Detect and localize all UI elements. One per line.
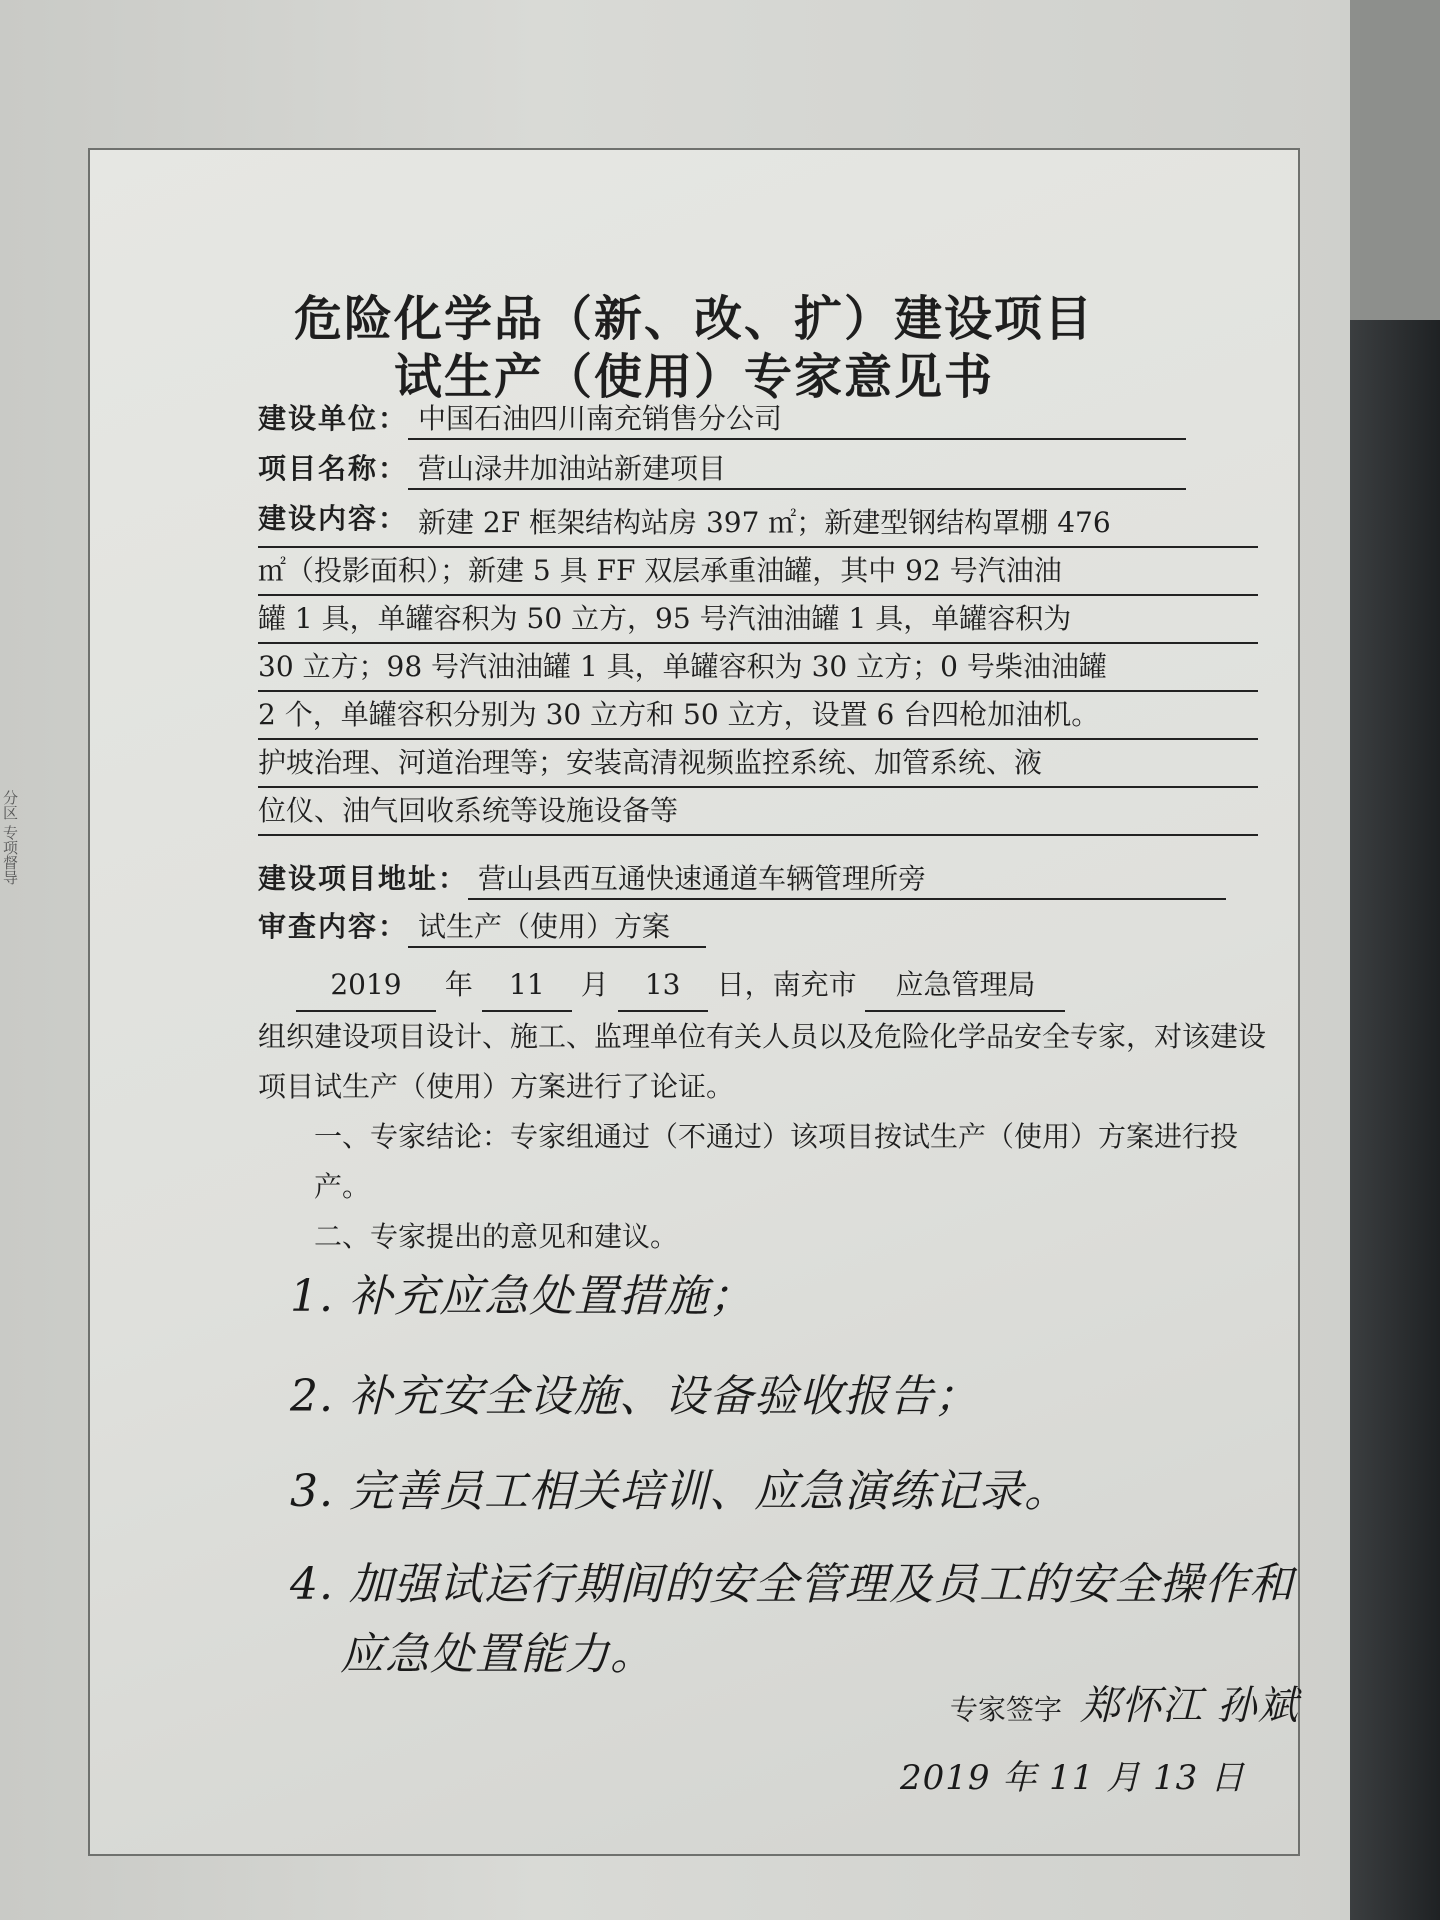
intro-paragraph: [258, 960, 1268, 1262]
review-value: 试生产（使用）方案: [408, 908, 706, 948]
content-line: 2 个，单罐容积分别为 30 立方和 50 立方，设置 6 台四枪加油机。: [258, 692, 1258, 740]
content-block: [258, 500, 1258, 836]
date-day: 13: [618, 960, 708, 1012]
review-label: 审查内容：: [258, 910, 409, 943]
content-line: 罐 1 具，单罐容积为 50 立方，95 号汽油油罐 1 具，单罐容积为: [258, 596, 1258, 644]
handwritten-suggestion-4-cont: 应急处置能力。: [340, 1629, 655, 1680]
signature-date: 2019 年 11 月 13 日: [900, 1758, 1246, 1798]
desk-background: [1350, 320, 1440, 1920]
date-month: 11: [482, 960, 572, 1012]
address-field: [258, 860, 1226, 900]
document-title-line1: 危险化学品（新、改、扩）建设项目: [293, 291, 1094, 347]
content-line: ㎡（投影面积）；新建 5 具 FF 双层承重油罐，其中 92 号汽油油: [258, 548, 1258, 596]
expert-conclusion: 一、专家结论：专家组通过（不通过）该项目按试生产（使用）方案进行投产。: [314, 1120, 1239, 1203]
project-field: [258, 450, 1186, 490]
address-label: 建设项目地址：: [258, 862, 469, 895]
address-value: 营山县西互通快速通道车辆管理所旁: [468, 860, 1226, 900]
date-year: 2019: [296, 960, 436, 1012]
year-unit: 年: [444, 968, 473, 1001]
unit-label: 建设单位：: [258, 402, 409, 435]
document-page: [88, 148, 1300, 1856]
content-line: 位仪、油气回收系统等设施设备等: [258, 788, 1258, 836]
content-line: 护坡治理、河道治理等；安装高清视频监控系统、加管系统、液: [258, 740, 1258, 788]
suggestions-heading: 二、专家提出的意见和建议。: [314, 1220, 679, 1253]
content-line: 30 立方；98 号汽油油罐 1 具，单罐容积为 30 立方；0 号柴油油罐: [258, 644, 1258, 692]
agency-name: 应急管理局: [865, 960, 1065, 1012]
project-value: 营山渌井加油站新建项目: [408, 450, 1186, 490]
content-label: 建设内容：: [258, 502, 409, 535]
month-unit: 月: [580, 968, 609, 1001]
project-label: 项目名称：: [258, 452, 409, 485]
handwritten-suggestion-3: 3. 完善员工相关培训、应急演练记录。: [290, 1466, 1069, 1517]
side-margin-text: 分区 专项督导: [1, 790, 19, 885]
intro-text: 组织建设项目设计、施工、监理单位有关人员以及危险化学品安全专家，对该建设项目试生产（使用）方案进行了论证。: [258, 1020, 1267, 1103]
content-line: 新建 2F 框架结构站房 397 ㎡；新建型钢结构罩棚 476: [258, 500, 1258, 548]
signature-label: 专家签字: [950, 1693, 1063, 1726]
handwritten-suggestion-1: 1. 补充应急处置措施；: [290, 1271, 754, 1322]
unit-field: [258, 400, 1186, 440]
handwritten-suggestion-2: 2. 补充安全设施、设备验收报告；: [290, 1371, 979, 1422]
review-field: [258, 908, 706, 948]
handwritten-suggestion-4: 4. 加强试运行期间的安全管理及员工的安全操作和: [290, 1559, 1294, 1610]
expert-signature: 郑怀江 孙斌: [1080, 1683, 1299, 1729]
document-title-line2: 试生产（使用）专家意见书: [393, 349, 994, 405]
unit-value: 中国石油四川南充销售分公司: [408, 400, 1186, 440]
day-unit-city: 日，南充市: [716, 968, 857, 1001]
